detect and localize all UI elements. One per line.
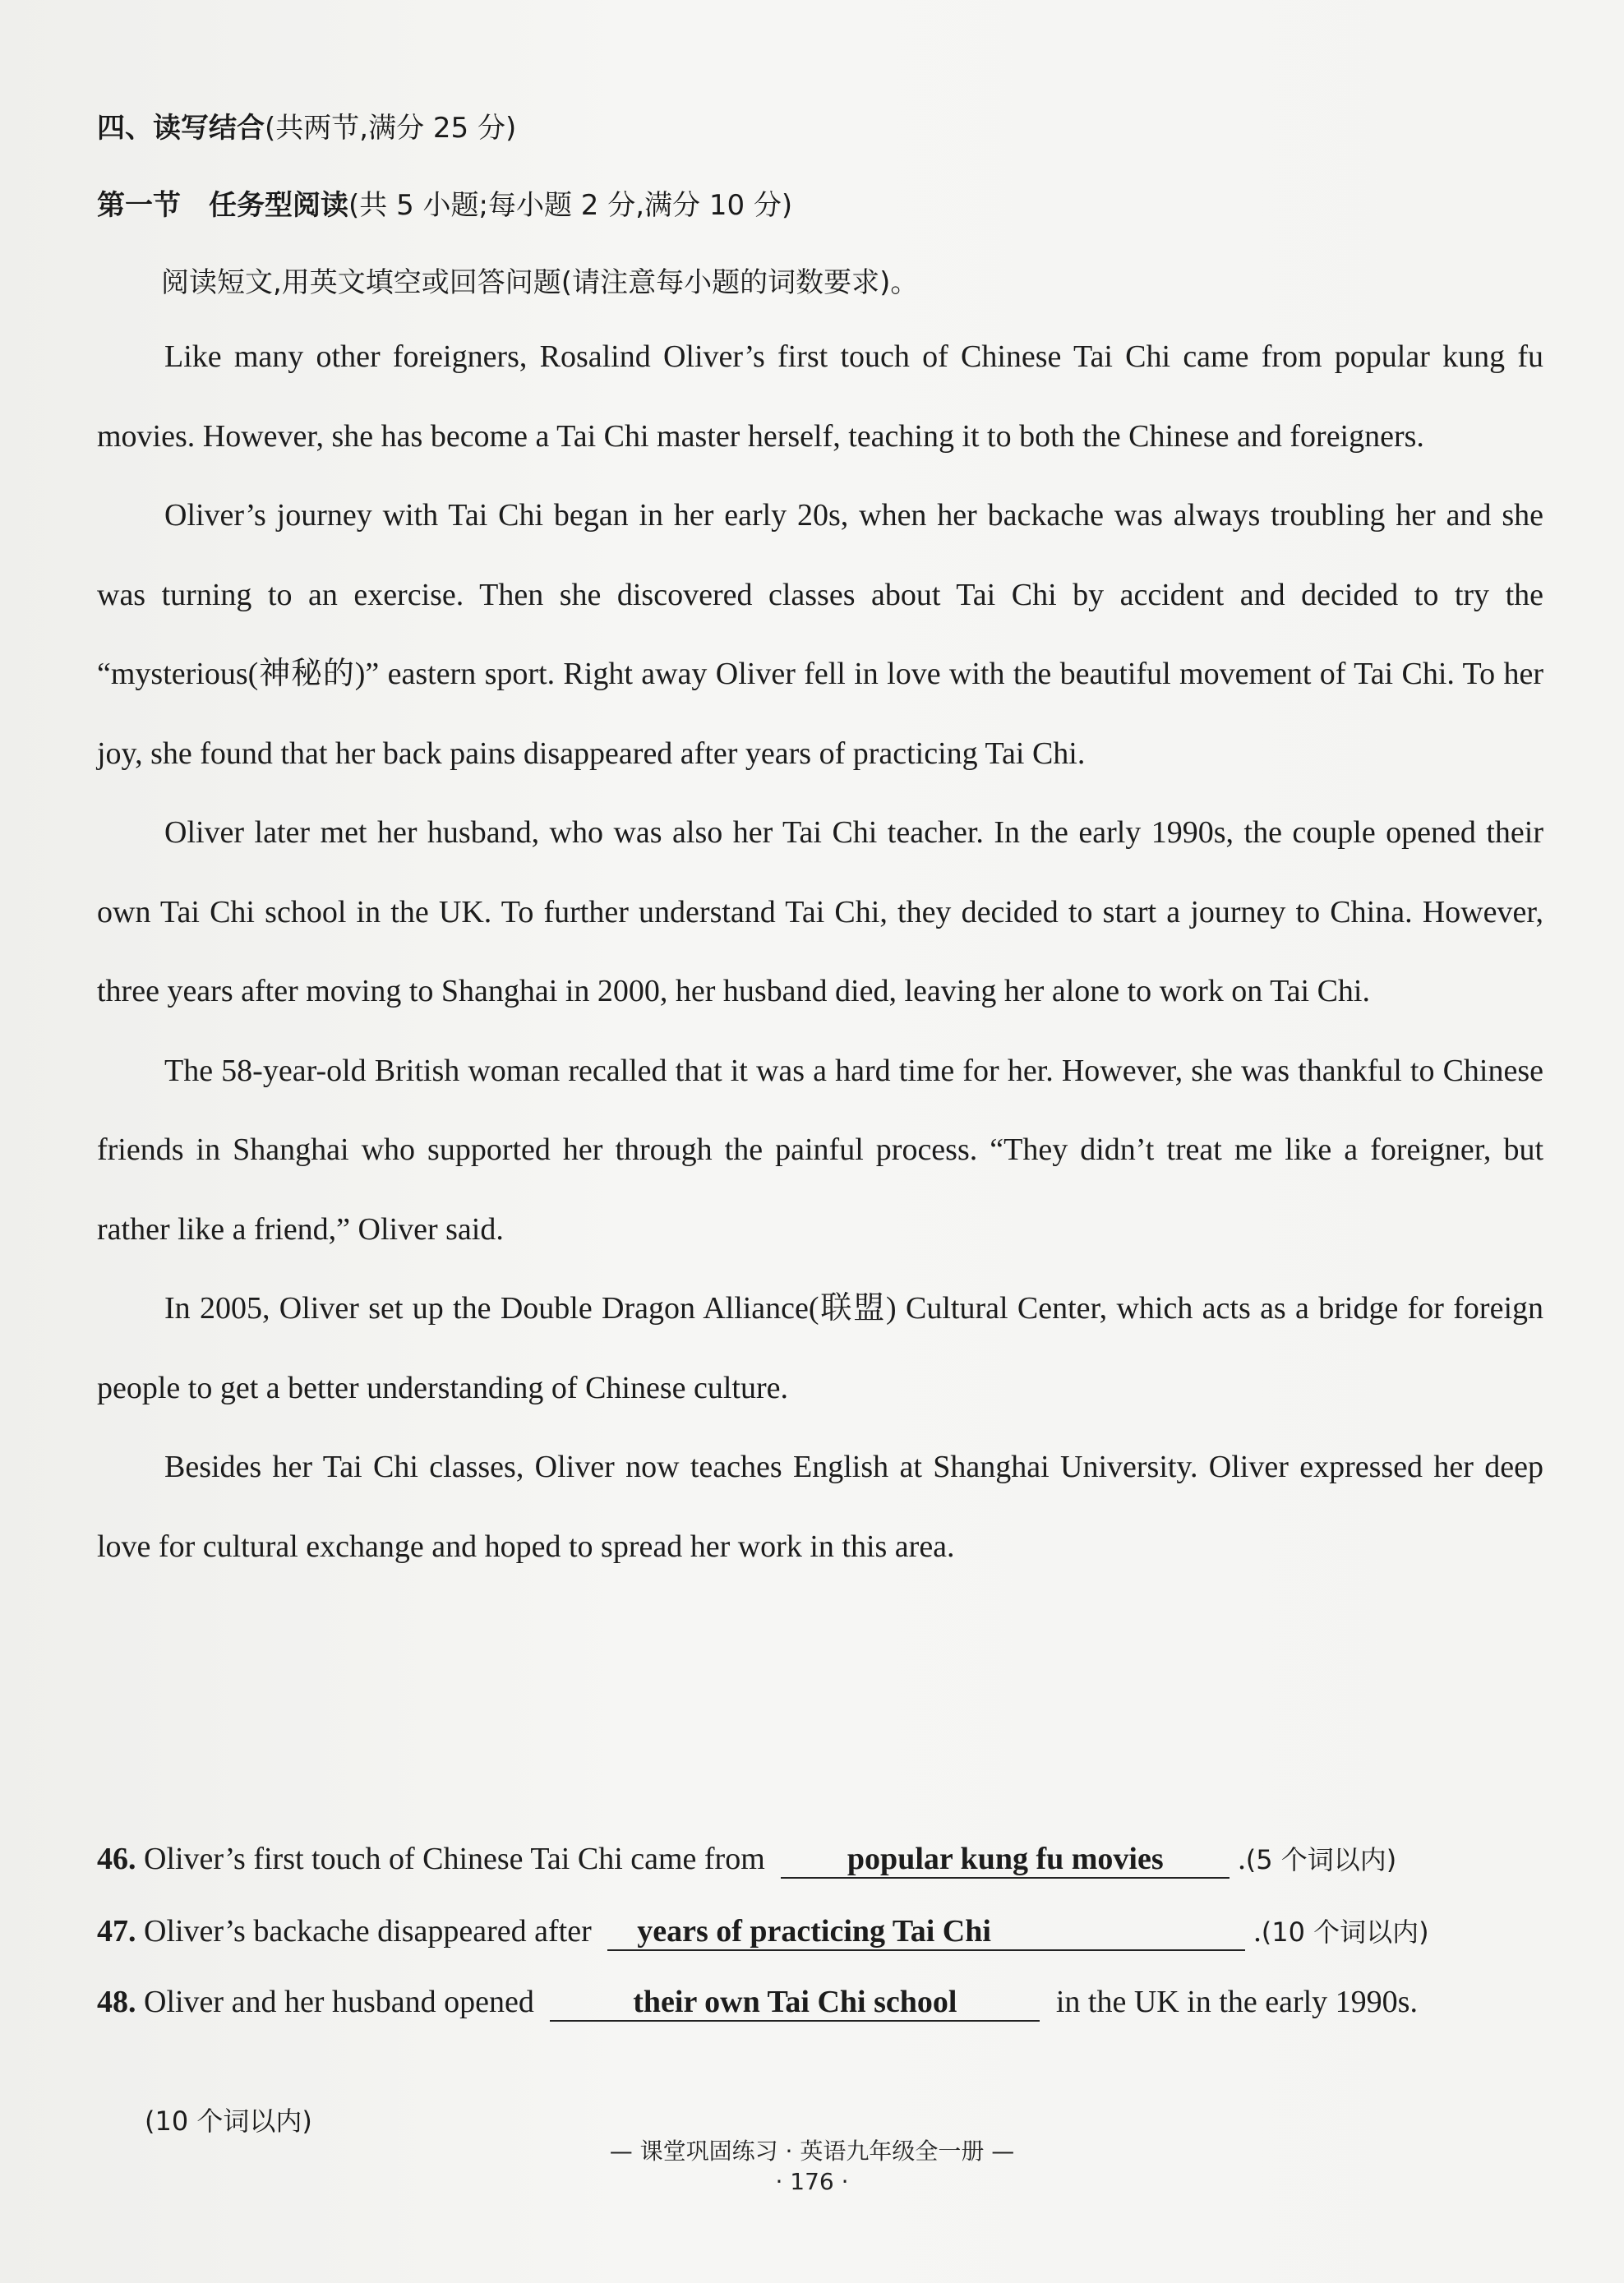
passage-paragraph: The 58-year-old British woman recalled that it was a hard time for her. However, she was thankful to Chinese friends in Shanghai who supported her through the painful process. “They didn’t treat me like a foreigner, but rather like a friend,” Oliver said. <box>97 1053 1543 1247</box>
word-limit-note: (10 个词以内) <box>1261 1916 1429 1948</box>
word-limit-note: (5 个词以内) <box>1245 1844 1397 1875</box>
word-limit-note: (10 个词以内) <box>145 2105 312 2137</box>
instruction: 阅读短文,用英文填空或回答问题(请注意每小题的词数要求)。 <box>161 266 919 299</box>
question-end: . <box>1253 1914 1262 1949</box>
question-end: in the UK in the early 1990s. <box>1055 1985 1418 2019</box>
subsection-heading <box>97 182 792 223</box>
bleed-through <box>1315 99 1322 130</box>
question-stem: Oliver’s first touch of Chinese Tai Chi came from <box>144 1842 765 1876</box>
passage-paragraph: Oliver later met her husband, who was also her Tai Chi teacher. In the early 1990s, the couple opened their own Tai Chi school in the UK. To further understand Tai Chi, they decided to start a journey to China. However, three years after moving to Shanghai in 2000, her husband died, leaving her alone to work on Tai Chi. <box>97 815 1543 1008</box>
reading-passage <box>97 317 1543 1586</box>
page-number: · 176 · <box>775 2168 849 2195</box>
subsection-title: 第一节 任务型阅读 <box>97 189 348 222</box>
section-score: (共两节,满分 25 分) <box>265 112 517 145</box>
question-number: 46. <box>97 1842 136 1876</box>
question-stem: Oliver’s backache disappeared after <box>144 1914 592 1949</box>
question-end: . <box>1238 1842 1246 1876</box>
question-46 <box>97 1839 1396 1879</box>
question-number: 47. <box>97 1914 136 1949</box>
question-stem: Oliver and her husband opened <box>144 1985 534 2019</box>
subsection-score: (共 5 小题;每小题 2 分,满分 10 分) <box>348 189 793 222</box>
answer-blank[interactable]: years of practicing Tai Chi <box>607 1913 1245 1951</box>
passage-paragraph: Like many other foreigners, Rosalind Oliver’s first touch of Chinese Tai Chi came from popular kung fu movies. However, she has become a Tai Chi master herself, teaching it to both the Chinese and foreigners. <box>97 339 1543 454</box>
passage-paragraph: Oliver’s journey with Tai Chi began in her early 20s, when her backache was always troubling her and she was turning to an exercise. Then she discovered classes about Tai Chi by accident and decided to try the “mysterious(神秘的)” eastern sport. Right away Oliver fell in love with the beautiful movement of Tai Chi. To her joy, she found that her back pains disappeared after years of practicing Tai Chi. <box>97 498 1543 771</box>
passage-paragraph: Besides her Tai Chi classes, Oliver now teaches English at Shanghai University. Oliver expressed her deep love for cultural exchange and hoped to spread her work in this area. <box>97 1450 1543 1564</box>
question-number: 48. <box>97 1985 136 2019</box>
passage-paragraph: In 2005, Oliver set up the Double Dragon Alliance(联盟) Cultural Center, which acts as a bridge for foreign people to get a better understanding of Chinese culture. <box>97 1291 1543 1405</box>
answer-blank[interactable]: popular kung fu movies <box>781 1841 1230 1879</box>
question-48 <box>97 1984 1418 2022</box>
question-47 <box>97 1912 1429 1951</box>
answer-blank[interactable]: their own Tai Chi school <box>550 1984 1040 2022</box>
section-heading <box>97 105 516 145</box>
book-title-footer: — 课堂巩固练习 · 英语九年级全一册 — <box>609 2138 1015 2165</box>
section-title: 四、读写结合 <box>97 112 265 145</box>
